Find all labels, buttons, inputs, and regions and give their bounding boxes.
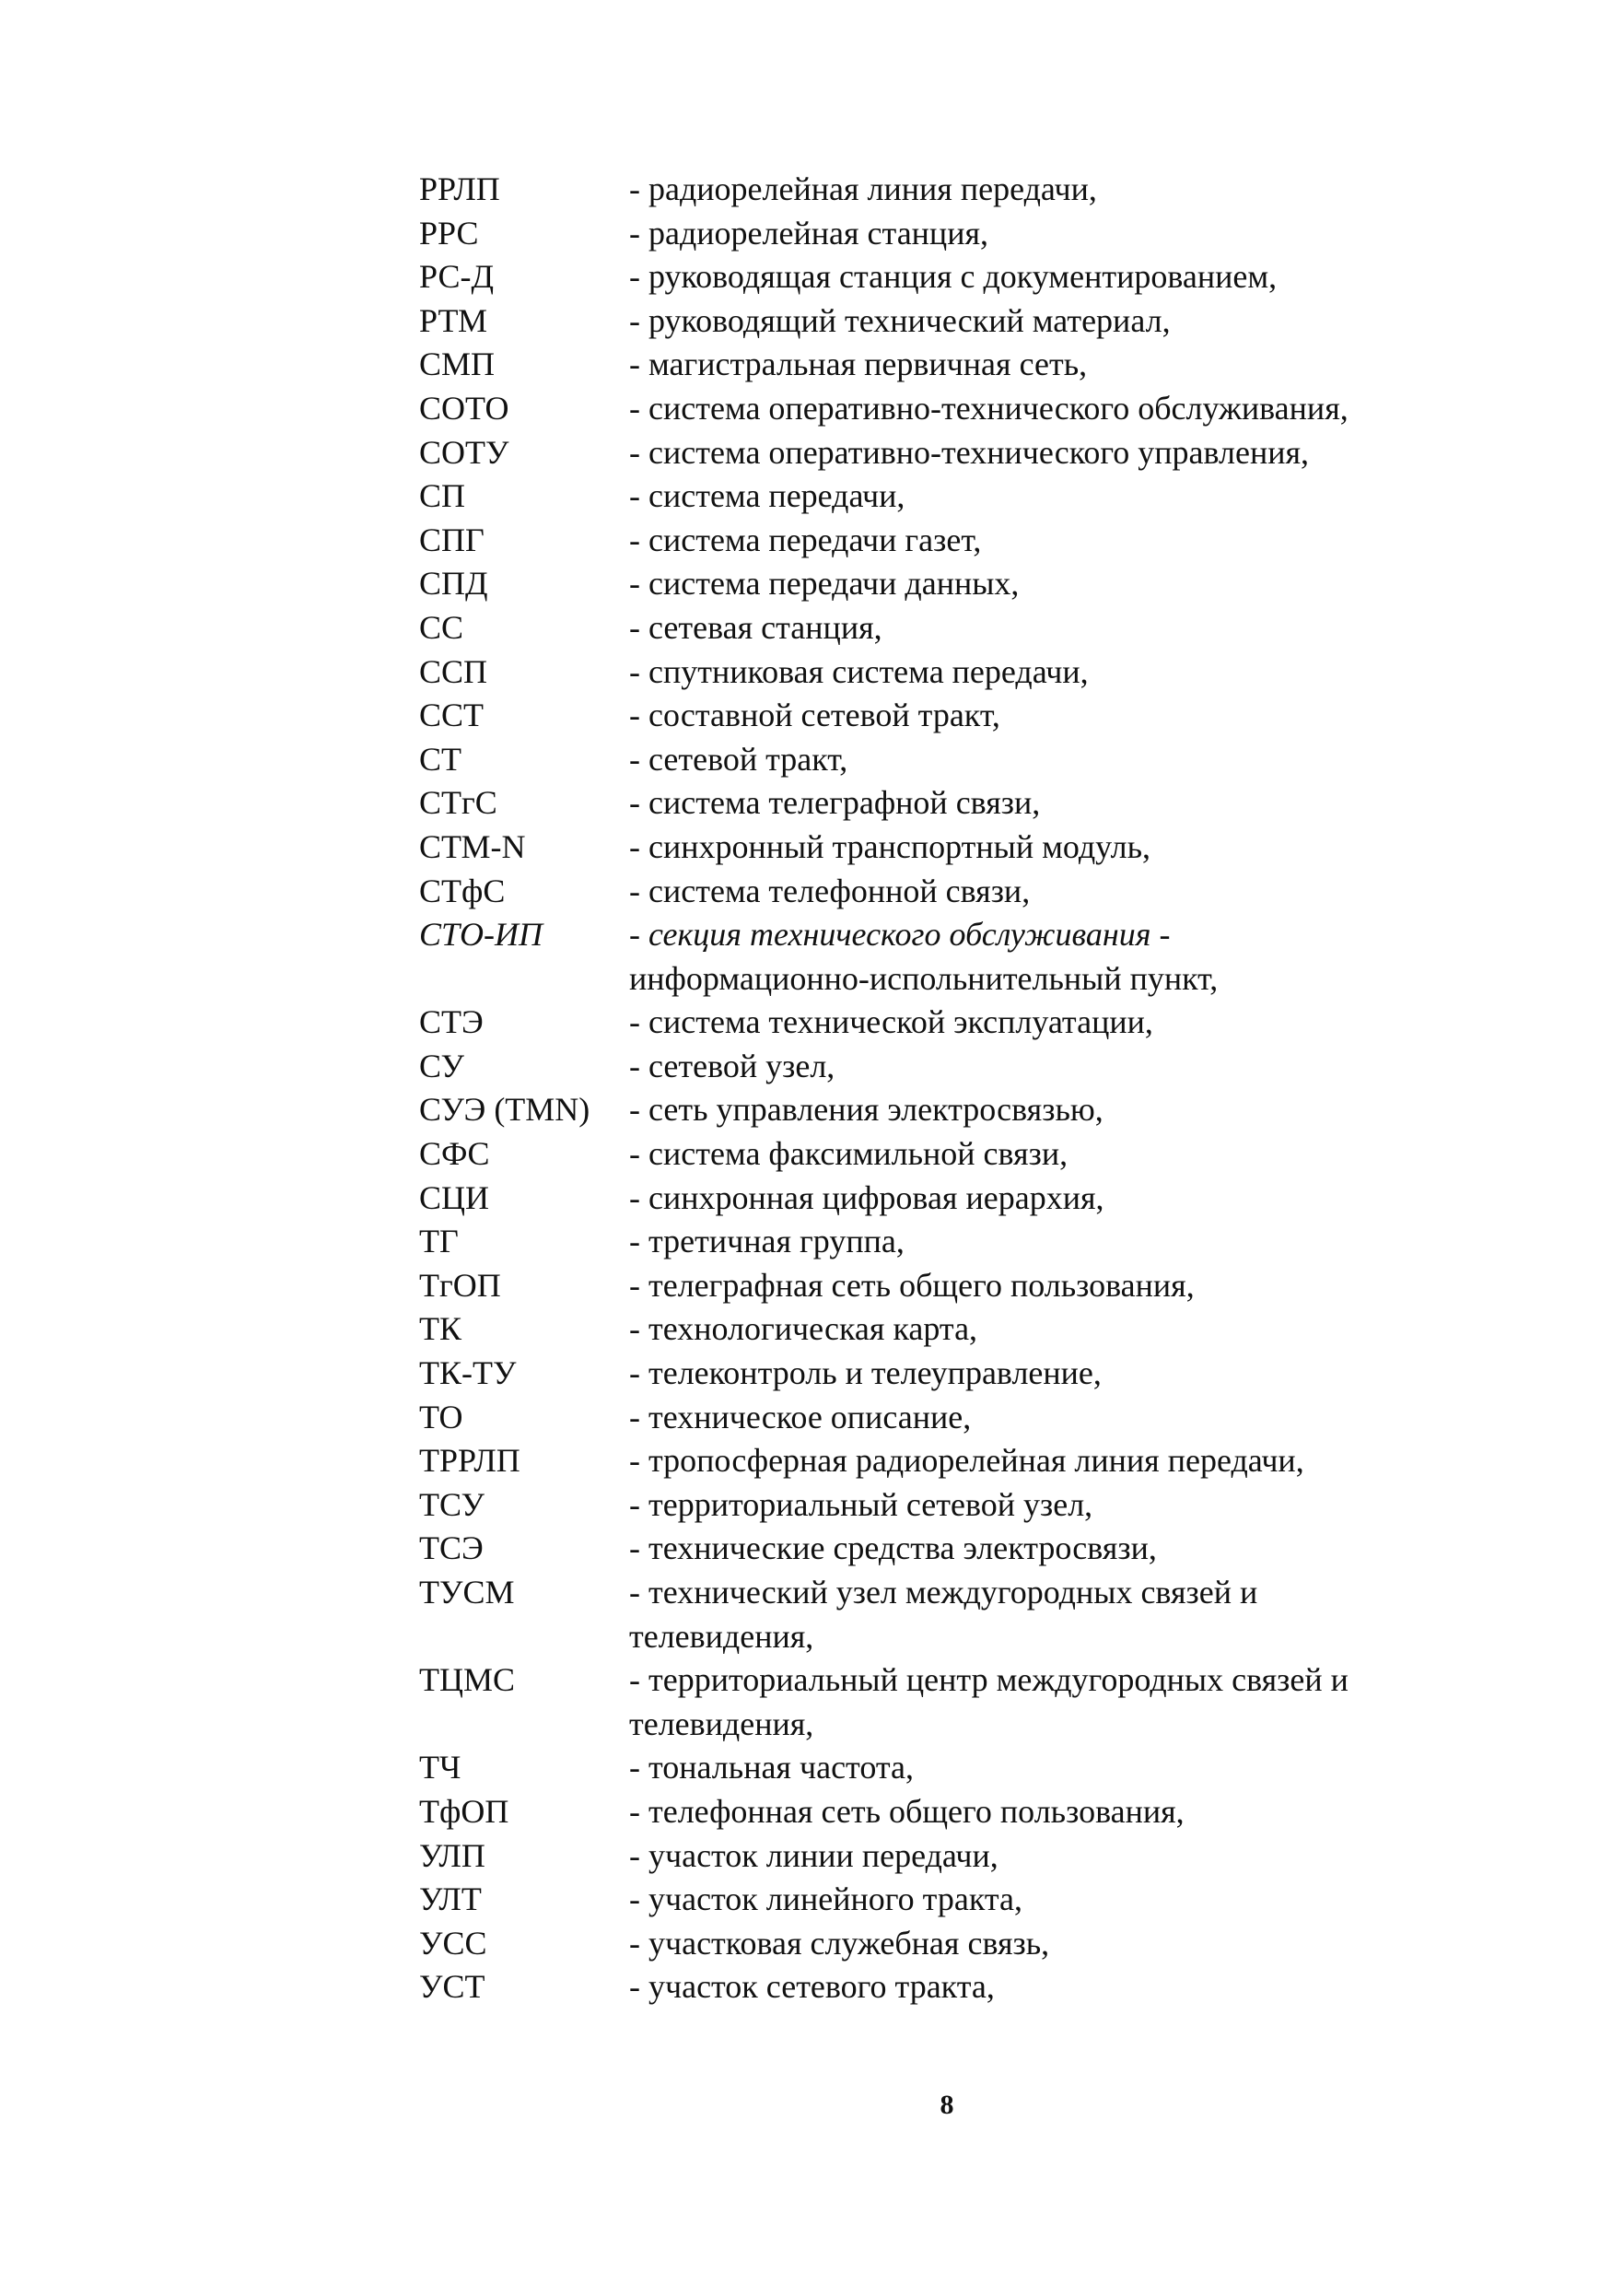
- abbreviation-definition: [629, 519, 1478, 563]
- abbreviation-term: ТК: [419, 1310, 462, 1348]
- definition-line: - синхронная цифровая иерархия,: [629, 1178, 1104, 1216]
- definition-line: - руководящий технический материал,: [629, 301, 1171, 339]
- abbreviation-term: СТфС: [419, 872, 506, 909]
- abbreviation-definition: [629, 1922, 1478, 1966]
- definition-line: - участок сетевого тракта,: [629, 1968, 995, 2006]
- abbreviation-row: [419, 1834, 1478, 1879]
- abbreviation-definition: [629, 1307, 1478, 1352]
- abbreviation-row: [419, 1878, 1478, 1922]
- abbreviation-definition: [629, 1746, 1478, 1790]
- abbreviation-term: РС-Д: [419, 258, 495, 296]
- definition-line: - участок линейного тракта,: [629, 1880, 1022, 1918]
- abbreviation-row: [419, 913, 1478, 1001]
- abbreviation-row: [419, 387, 1478, 431]
- definition-line: - тональная частота,: [629, 1749, 914, 1786]
- abbreviation-row: [419, 1790, 1478, 1834]
- abbreviation-definition: [629, 1001, 1478, 1045]
- abbreviation-definition: [629, 474, 1478, 519]
- abbreviation-row: [419, 1307, 1478, 1352]
- abbreviation-definition: [629, 562, 1478, 606]
- definition-line: - система телеграфной связи,: [629, 784, 1041, 822]
- abbreviation-row: [419, 694, 1478, 738]
- definition-line: - участок линии передачи,: [629, 1836, 998, 1874]
- definition-line: - тропосферная радиорелейная линия передачи,: [629, 1442, 1304, 1480]
- definition-line: - составной сетевой тракт,: [629, 697, 1000, 734]
- abbreviation-term: СУЭ (TMN): [419, 1091, 590, 1129]
- definition-line: - синхронный транспортный модуль,: [629, 827, 1150, 865]
- abbreviation-row: [419, 781, 1478, 826]
- abbreviation-term: ССП: [419, 652, 488, 690]
- abbreviation-row: [419, 299, 1478, 344]
- abbreviation-term: РРЛП: [419, 170, 500, 207]
- definition-line: - технические средства электросвязи,: [629, 1529, 1157, 1567]
- abbreviation-definition: [629, 738, 1478, 782]
- definition-line: - сетевой узел,: [629, 1047, 835, 1084]
- abbreviation-row: [419, 1088, 1478, 1132]
- abbreviation-term: ТУСМ: [419, 1574, 515, 1611]
- definition-line: - телеконтроль и телеуправление,: [629, 1354, 1102, 1392]
- abbreviation-term: СТгС: [419, 784, 497, 822]
- definition-line: - система оперативно-технического обслуживания,: [629, 389, 1349, 427]
- definition-line: - третичная группа,: [629, 1223, 905, 1260]
- abbreviation-row: [419, 1571, 1478, 1658]
- definition-line: - территориальный сетевой узел,: [629, 1485, 1093, 1523]
- abbreviation-row: [419, 1658, 1478, 1746]
- abbreviation-row: [419, 826, 1478, 870]
- definition-line: - система оперативно-технического управления,: [629, 433, 1310, 471]
- abbreviation-row: [419, 562, 1478, 606]
- abbreviation-definition: [629, 343, 1478, 387]
- abbreviation-row: [419, 1352, 1478, 1396]
- abbreviation-term: УСС: [419, 1924, 487, 1962]
- abbreviation-definition: [629, 431, 1478, 475]
- abbreviation-definition: [629, 694, 1478, 738]
- abbreviation-term: ССТ: [419, 697, 485, 734]
- abbreviation-row: [419, 343, 1478, 387]
- abbreviation-term: ТЦМС: [419, 1661, 516, 1699]
- abbreviation-term: УЛТ: [419, 1880, 482, 1918]
- definition-line: - система передачи,: [629, 477, 905, 515]
- abbreviation-row: [419, 1001, 1478, 1045]
- abbreviation-term: РРС: [419, 214, 479, 252]
- abbreviation-definition: [629, 913, 1478, 1001]
- abbreviation-row: [419, 870, 1478, 914]
- definition-line: - телеграфная сеть общего пользования,: [629, 1266, 1195, 1304]
- abbreviation-term: СПГ: [419, 521, 485, 558]
- abbreviation-definition: [629, 212, 1478, 256]
- definition-line: - секция технического обслуживания -: [629, 916, 1171, 954]
- abbreviation-row: [419, 738, 1478, 782]
- definition-line: - радиорелейная линия передачи,: [629, 170, 1097, 207]
- abbreviation-term: СУ: [419, 1047, 465, 1084]
- abbreviation-definition: [629, 1088, 1478, 1132]
- definition-continuation: телевидения,: [629, 1704, 814, 1742]
- definition-line: - магистральная первичная сеть,: [629, 346, 1088, 383]
- abbreviation-definition: [629, 255, 1478, 299]
- abbreviation-definition: [629, 1571, 1478, 1658]
- abbreviation-term: РТМ: [419, 301, 487, 339]
- abbreviation-row: [419, 1527, 1478, 1571]
- abbreviation-row: [419, 1483, 1478, 1528]
- abbreviation-row: [419, 1045, 1478, 1089]
- definition-line: - система технической эксплуатации,: [629, 1003, 1153, 1041]
- abbreviation-row: [419, 168, 1478, 212]
- definition-line: - техническое описание,: [629, 1398, 972, 1435]
- abbreviation-term: СП: [419, 477, 466, 515]
- definition-line: - участковая служебная связь,: [629, 1924, 1050, 1962]
- abbreviation-term: СТМ-N: [419, 827, 526, 865]
- abbreviation-term: ТК-ТУ: [419, 1354, 517, 1392]
- abbreviation-row: [419, 1746, 1478, 1790]
- definition-line: - система телефонной связи,: [629, 872, 1031, 909]
- abbreviation-row: [419, 1177, 1478, 1221]
- abbreviation-definition: [629, 1045, 1478, 1089]
- abbreviation-row: [419, 1439, 1478, 1483]
- abbreviation-term: ТгОП: [419, 1266, 501, 1304]
- abbreviation-term: ТЧ: [419, 1749, 461, 1786]
- abbreviation-term: СТ: [419, 740, 462, 778]
- abbreviation-term: УЛП: [419, 1836, 485, 1874]
- abbreviation-row: [419, 1264, 1478, 1308]
- abbreviation-definition: [629, 826, 1478, 870]
- abbreviation-row: [419, 1965, 1478, 2009]
- abbreviation-definition: [629, 1658, 1478, 1746]
- definition-line: - радиорелейная станция,: [629, 214, 989, 252]
- definition-continuation: телевидения,: [629, 1617, 814, 1655]
- definition-line: - сетевая станция,: [629, 608, 882, 646]
- definition-line: - система передачи газет,: [629, 521, 982, 558]
- abbreviation-row: [419, 431, 1478, 475]
- definition-line: - спутниковая система передачи,: [629, 652, 1089, 690]
- abbreviation-row: [419, 255, 1478, 299]
- definition-line: - территориальный центр междугородных связей и: [629, 1661, 1349, 1699]
- abbreviation-row: [419, 519, 1478, 563]
- abbreviation-definition: [629, 1396, 1478, 1440]
- page-number: 8: [940, 2090, 954, 2120]
- abbreviation-list: [419, 168, 1478, 2009]
- abbreviation-row: [419, 1132, 1478, 1177]
- abbreviation-term: ТфОП: [419, 1792, 509, 1830]
- abbreviation-definition: [629, 1132, 1478, 1177]
- abbreviation-definition: [629, 168, 1478, 212]
- definition-line: - сетевой тракт,: [629, 740, 848, 778]
- definition-line: - система передачи данных,: [629, 565, 1020, 603]
- abbreviation-definition: [629, 870, 1478, 914]
- abbreviation-definition: [629, 1220, 1478, 1264]
- abbreviation-row: [419, 474, 1478, 519]
- abbreviation-row: [419, 1922, 1478, 1966]
- abbreviation-definition: [629, 387, 1478, 431]
- definition-line: - система факсимильной связи,: [629, 1135, 1068, 1173]
- abbreviation-term: СМП: [419, 346, 496, 383]
- definition-line: - телефонная сеть общего пользования,: [629, 1792, 1185, 1830]
- abbreviation-term: СФС: [419, 1135, 490, 1173]
- abbreviation-term: СОТО: [419, 389, 509, 427]
- abbreviation-definition: [629, 1527, 1478, 1571]
- abbreviation-definition: [629, 1264, 1478, 1308]
- abbreviation-definition: [629, 1834, 1478, 1879]
- abbreviation-term: ТГ: [419, 1223, 459, 1260]
- abbreviation-definition: [629, 1177, 1478, 1221]
- abbreviation-term: СС: [419, 608, 464, 646]
- abbreviation-term: ТРРЛП: [419, 1442, 520, 1480]
- abbreviation-definition: [629, 1878, 1478, 1922]
- abbreviation-definition: [629, 650, 1478, 695]
- abbreviation-row: [419, 1220, 1478, 1264]
- definition-continuation: информационно-испольнительный пункт,: [629, 959, 1219, 997]
- abbreviation-definition: [629, 1965, 1478, 2009]
- abbreviation-definition: [629, 1352, 1478, 1396]
- abbreviation-term: СТО-ИП: [419, 916, 543, 954]
- abbreviation-definition: [629, 299, 1478, 344]
- abbreviation-row: [419, 1396, 1478, 1440]
- abbreviation-term: ТСУ: [419, 1485, 485, 1523]
- abbreviation-term: СПД: [419, 565, 488, 603]
- abbreviation-definition: [629, 1483, 1478, 1528]
- abbreviation-term: ТСЭ: [419, 1529, 484, 1567]
- abbreviation-term: СТЭ: [419, 1003, 484, 1041]
- definition-line: - сеть управления электросвязью,: [629, 1091, 1103, 1129]
- abbreviation-term: ТО: [419, 1398, 463, 1435]
- abbreviation-definition: [629, 1790, 1478, 1834]
- abbreviation-row: [419, 606, 1478, 650]
- abbreviation-definition: [629, 1439, 1478, 1483]
- definition-line: - технологическая карта,: [629, 1310, 978, 1348]
- abbreviation-term: СОТУ: [419, 433, 509, 471]
- abbreviation-term: СЦИ: [419, 1178, 490, 1216]
- abbreviation-term: УСТ: [419, 1968, 485, 2006]
- abbreviation-row: [419, 650, 1478, 695]
- abbreviation-definition: [629, 606, 1478, 650]
- abbreviation-definition: [629, 781, 1478, 826]
- definition-line: - технический узел междугородных связей и: [629, 1574, 1258, 1611]
- abbreviation-row: [419, 212, 1478, 256]
- definition-line: - руководящая станция с документированием,: [629, 258, 1278, 296]
